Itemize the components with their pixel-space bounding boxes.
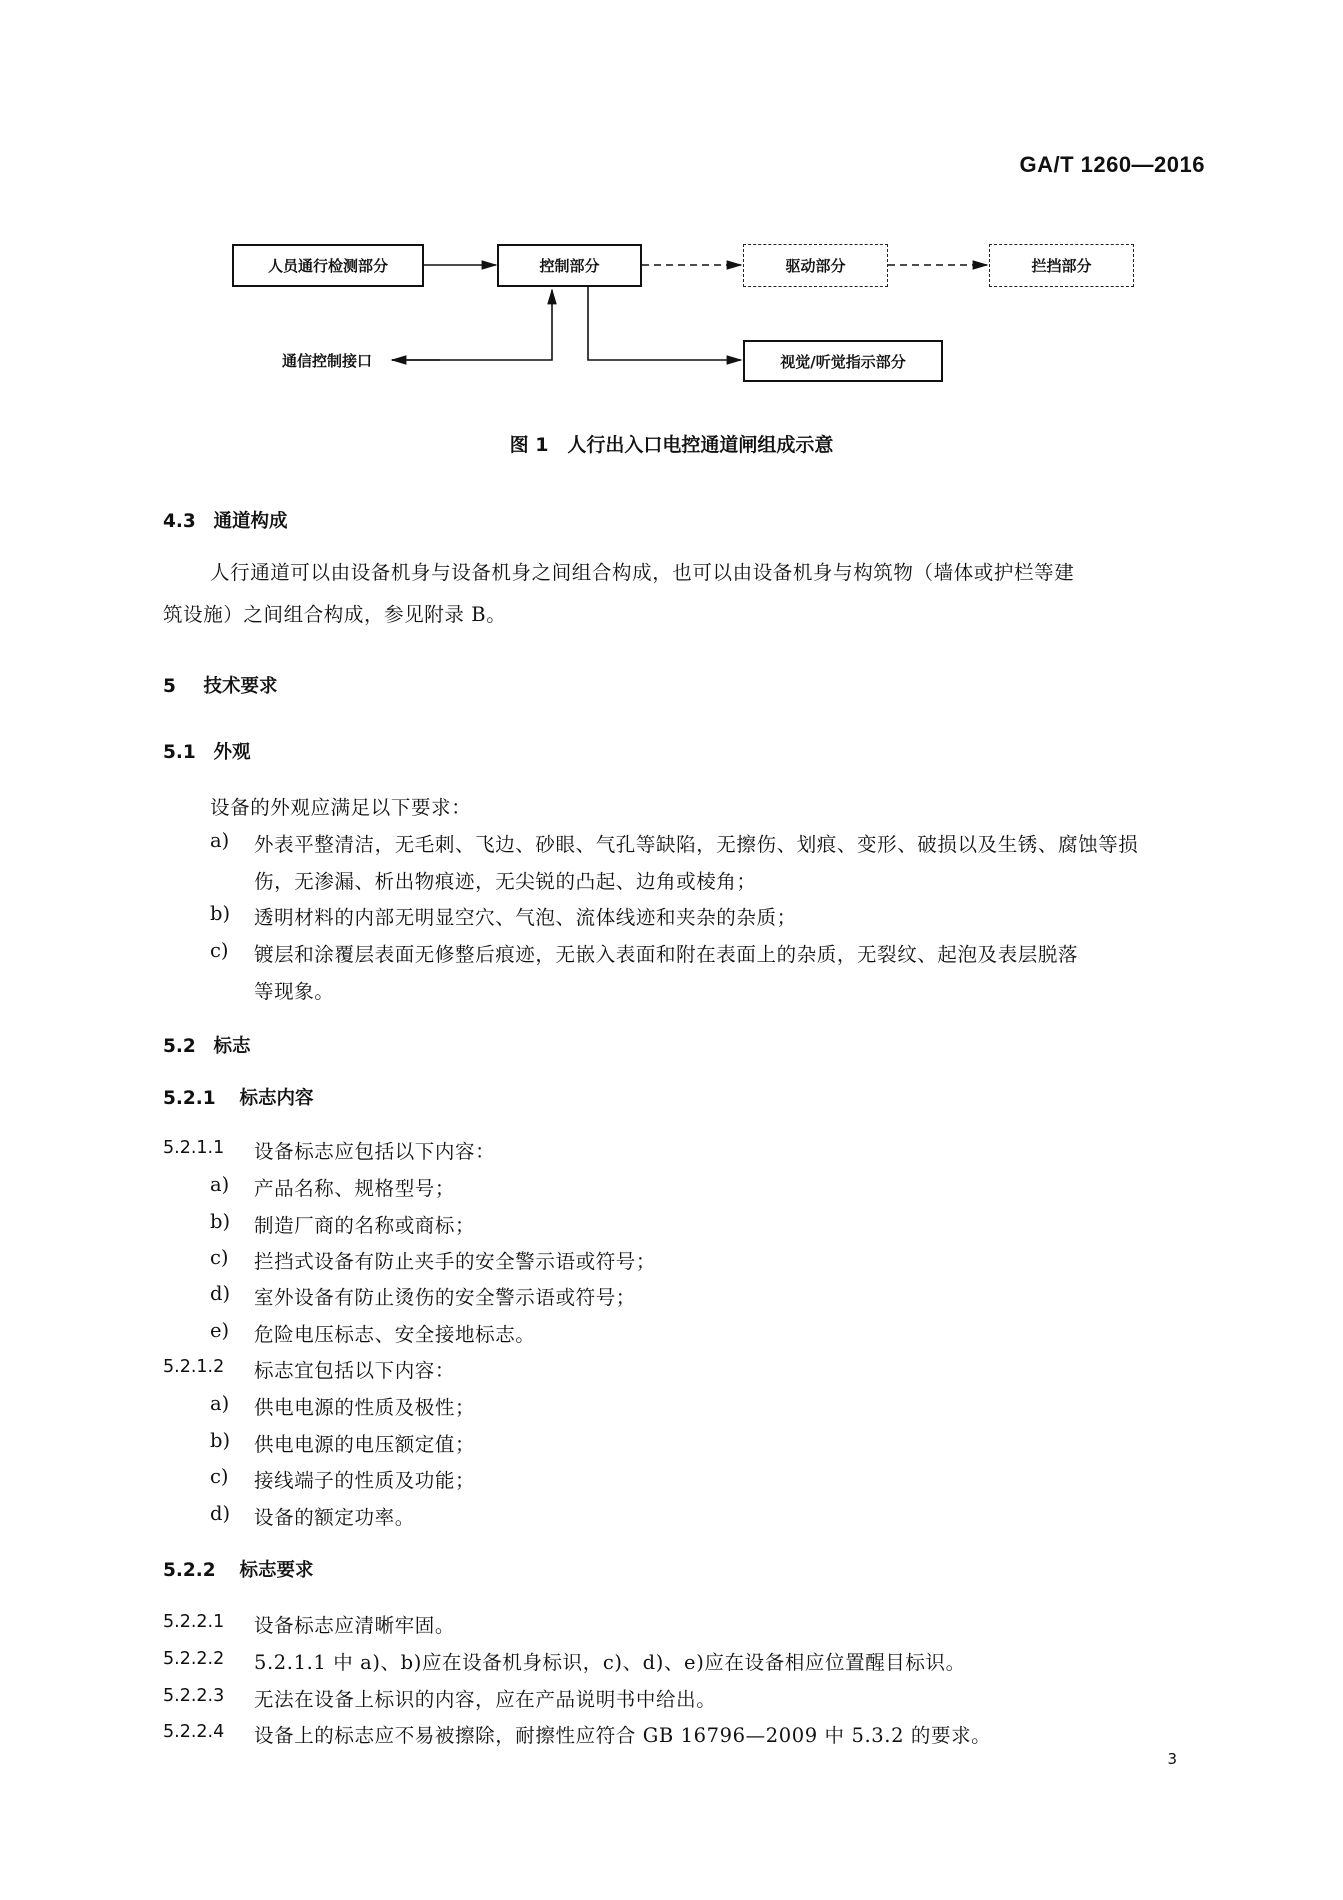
list-item-text: 等现象。	[254, 980, 335, 1003]
clause-number: 5.2.1.1	[163, 1138, 225, 1158]
list-item-text: 供电电源的性质及极性；	[254, 1396, 476, 1419]
list-item-text: 设备的额定功率。	[254, 1506, 415, 1529]
list-item-text: 危险电压标志、安全接地标志。	[254, 1323, 536, 1346]
heading-number: 5.1	[163, 742, 196, 763]
box-detection-part: 人员通行检测部分	[232, 244, 424, 287]
list-item-label: c)	[210, 1465, 229, 1488]
heading-title: 标志内容	[239, 1088, 314, 1109]
clause-number: 5.2.2.2	[163, 1649, 225, 1669]
clause-text: 设备标志应清晰牢固。	[254, 1614, 456, 1637]
list-item-label: c)	[210, 1246, 229, 1269]
heading-number: 5	[163, 676, 176, 697]
clause-text: 无法在设备上标识的内容，应在产品说明书中给出。	[254, 1688, 717, 1711]
heading-title: 标志	[213, 1036, 251, 1057]
heading-number: 5.2	[163, 1036, 196, 1057]
heading-title: 标志要求	[239, 1560, 314, 1581]
list-item-label: d)	[210, 1282, 231, 1305]
heading-title: 技术要求	[203, 676, 278, 697]
heading-5-2-1	[163, 1084, 313, 1110]
arrow-interface-to-control	[392, 290, 552, 360]
list-item-label: b)	[210, 902, 231, 925]
list-item-label: d)	[210, 1502, 231, 1525]
list-item-text: 产品名称、规格型号；	[254, 1177, 456, 1200]
list-item-text: 室外设备有防止烫伤的安全警示语或符号；	[254, 1286, 636, 1309]
list-item-label: c)	[210, 939, 229, 962]
heading-number: 5.2.2	[163, 1560, 216, 1581]
heading-5-2	[163, 1032, 250, 1058]
list-item-label: e)	[210, 1319, 230, 1342]
heading-title: 通道构成	[213, 511, 288, 532]
clause-number: 5.2.1.2	[163, 1357, 225, 1377]
list-item-text: 镀层和涂覆层表面无修整后痕迹，无嵌入表面和附在表面上的杂质，无裂纹、起泡及表层脱落	[254, 943, 1079, 966]
list-item-text: 供电电源的电压额定值；	[254, 1433, 476, 1456]
box-indicator-part: 视觉/听觉指示部分	[743, 340, 943, 382]
diagram-connectors	[0, 0, 1343, 420]
page-number: 3	[1167, 1750, 1177, 1768]
list-item-text: 拦挡式设备有防止夹手的安全警示语或符号；	[254, 1250, 657, 1273]
list-item-label: b)	[210, 1210, 231, 1233]
clause-text: 标志宜包括以下内容：	[254, 1359, 456, 1382]
heading-title: 外观	[213, 742, 251, 763]
box-barrier-part: 拦挡部分	[989, 244, 1134, 287]
intro-text: 设备的外观应满足以下要求：	[210, 796, 472, 819]
box-control-part: 控制部分	[497, 244, 642, 287]
paragraph-line: 人行通道可以由设备机身与设备机身之间组合构成，也可以由设备机身与构筑物（墙体或护栏等建	[210, 561, 1075, 584]
list-item-text: 接线端子的性质及功能；	[254, 1469, 476, 1492]
clause-number: 5.2.2.4	[163, 1722, 225, 1742]
heading-5-1	[163, 738, 250, 764]
list-item-text: 外表平整清洁，无毛刺、飞边、砂眼、气孔等缺陷，无擦伤、划痕、变形、破损以及生锈、腐蚀等损	[254, 833, 1139, 856]
interface-label: 通信控制接口	[282, 352, 373, 370]
list-item-label: b)	[210, 1429, 231, 1452]
clause-text: 设备上的标志应不易被擦除，耐擦性应符合 GB 16796—2009 中 5.3.2 的要求。	[254, 1724, 992, 1747]
paragraph-line: 筑设施）之间组合构成，参见附录 B。	[163, 603, 507, 626]
heading-5-2-2	[163, 1556, 313, 1582]
standard-number: GA/T 1260—2016	[1019, 152, 1205, 177]
list-item-text: 伤，无渗漏、析出物痕迹，无尖锐的凸起、边角或棱角；	[254, 870, 757, 893]
clause-text: 5.2.1.1 中 a)、b)应在设备机身标识，c)、d)、e)应在设备相应位置醒目标识。	[254, 1651, 966, 1674]
box-drive-part: 驱动部分	[743, 244, 888, 287]
heading-5	[163, 672, 277, 698]
clause-text: 设备标志应包括以下内容：	[254, 1140, 496, 1163]
heading-number: 4.3	[163, 511, 196, 532]
list-item-text: 制造厂商的名称或商标；	[254, 1214, 476, 1237]
clause-number: 5.2.2.3	[163, 1686, 225, 1706]
list-item-text: 透明材料的内部无明显空穴、气泡、流体线迹和夹杂的杂质；	[254, 906, 797, 929]
figure-caption: 图 1 人行出入口电控通道闸组成示意	[509, 434, 834, 456]
list-item-label: a)	[210, 1173, 230, 1196]
heading-4-3	[163, 507, 287, 533]
list-item-label: a)	[210, 1392, 230, 1415]
heading-number: 5.2.1	[163, 1088, 216, 1109]
clause-number: 5.2.2.1	[163, 1612, 225, 1632]
list-item-label: a)	[210, 829, 230, 852]
arrow-control-to-indicator	[588, 287, 741, 360]
